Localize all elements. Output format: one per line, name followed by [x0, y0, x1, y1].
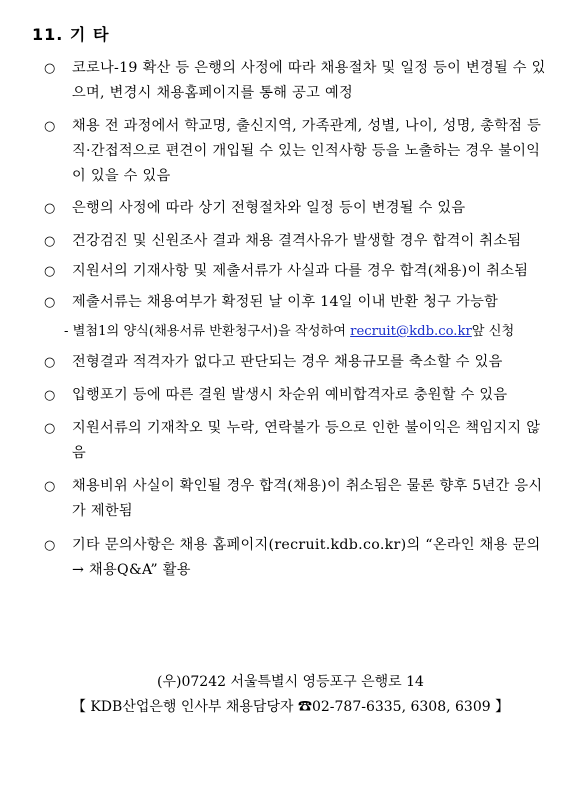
phone-icon: ☎	[297, 699, 312, 715]
item-text: 지원서의 기재사항 및 제출서류가 사실과 다를 경우 합격(채용)이 취소됨	[72, 263, 529, 279]
item-text: 은행의 사정에 따라 상기 전형절차와 일정 등이 변경될 수 있음	[72, 200, 466, 216]
list-item	[44, 259, 549, 284]
bullet-circle-icon: ○	[44, 234, 56, 249]
list-item	[44, 533, 549, 583]
item-text: 기타 문의사항은 채용 홈페이지(recruit.kdb.co.kr)의 “온라인 채용 문의 → 채용Q&A” 활용	[72, 537, 541, 578]
bullet-circle-icon: ○	[44, 355, 56, 370]
section-title-text: 기 타	[69, 25, 110, 44]
list-item	[44, 416, 549, 466]
list-item	[44, 383, 549, 408]
item-text: 제출서류는 채용여부가 확정된 날 이후 14일 이내 반환 청구 가능함	[72, 294, 499, 310]
bullet-circle-icon: ○	[44, 479, 56, 494]
contact-bracket-close: 】	[490, 699, 510, 715]
bullet-circle-icon: ○	[44, 201, 56, 216]
item-text: 입행포기 등에 따른 결원 발생시 차순위 예비합격자로 충원할 수 있음	[72, 387, 508, 403]
section-heading	[32, 22, 109, 45]
bullet-circle-icon: ○	[44, 119, 56, 134]
bullet-circle-icon: ○	[44, 388, 56, 403]
sub-item-suffix: 앞 신청	[471, 324, 515, 339]
list-item	[44, 290, 549, 315]
bullet-circle-icon: ○	[44, 421, 56, 436]
sub-item-text: - 별첨1의 양식(채용서류 반환청구서)을 작성하여	[64, 324, 351, 339]
list-item	[44, 196, 549, 221]
list-item	[44, 229, 549, 254]
section-number: 11.	[32, 25, 64, 44]
list-item	[44, 350, 549, 375]
item-text: 지원서류의 기재착오 및 누락, 연락불가 등으로 인한 불이익은 책임지지 않음	[72, 420, 541, 461]
bullet-circle-icon: ○	[44, 61, 56, 76]
list-item	[44, 474, 549, 524]
sub-item-note	[64, 321, 554, 343]
bullet-circle-icon: ○	[44, 538, 56, 553]
phone-number: 02-787-6335, 6308, 6309	[311, 699, 491, 715]
list-item	[44, 114, 549, 189]
item-text: 전형결과 적격자가 없다고 판단되는 경우 채용규모를 축소할 수 있음	[72, 354, 503, 370]
bullet-circle-icon: ○	[44, 295, 56, 310]
item-text: 코로나-19 확산 등 은행의 사정에 따라 채용절차 및 일정 등이 변경될 수 있으며, 변경시 채용홈페이지를 통해 공고 예정	[72, 60, 546, 101]
footer-address: (우)07242 서울특별시 영등포구 은행로 14	[157, 674, 424, 690]
bullet-circle-icon: ○	[44, 264, 56, 279]
item-text: 건강검진 및 신원조사 결과 채용 결격사유가 발생할 경우 합격이 취소됨	[72, 233, 522, 249]
footer-contact	[0, 696, 581, 716]
item-text: 채용 전 과정에서 학교명, 출신지역, 가족관계, 성별, 나이, 성명, 총학점 등 직·간접적으로 편견이 개입될 수 있는 인적사항 등을 노출하는 경우 불이익이 있을 수 있음	[72, 118, 542, 184]
item-text: 채용비위 사실이 확인될 경우 합격(채용)이 취소됨은 물론 향후 5년간 응시가 제한됨	[72, 478, 543, 519]
email-link[interactable]: recruit@kdb.co.kr	[350, 324, 472, 339]
contact-label: 【 KDB산업은행 인사부 채용담당자	[71, 699, 298, 715]
list-item	[44, 56, 549, 106]
